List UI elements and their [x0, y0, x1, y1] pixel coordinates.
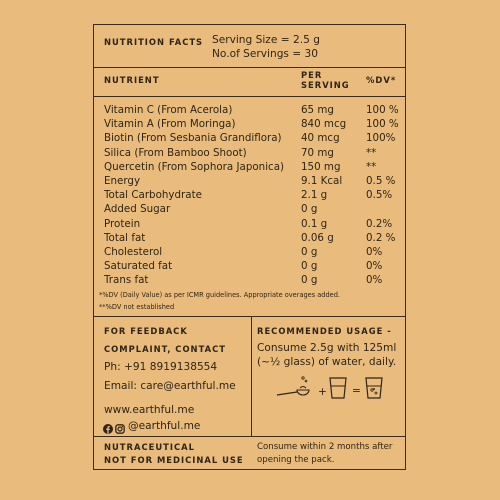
table-row — [94, 232, 405, 246]
nutrient-name: Protein — [104, 217, 141, 230]
dv-value: 0.5 % — [366, 175, 396, 187]
equals-sign: = — [352, 385, 361, 397]
usage-text-2: (~½ glass) of water, daily. — [257, 356, 397, 368]
usage-text-1: Consume 2.5g with 125ml — [257, 342, 397, 354]
instagram-icon[interactable] — [115, 421, 125, 437]
table-row — [94, 246, 405, 260]
per-serving-value: 2.1 g — [301, 189, 328, 202]
facebook-icon[interactable] — [103, 421, 113, 437]
per-serving-value: 0.06 g — [301, 231, 334, 244]
plus-sign: + — [318, 386, 327, 398]
nutrient-name: Biotin (From Sesbania Grandiflora) — [104, 132, 282, 145]
nutrient-name: Vitamin C (From Acerola) — [104, 104, 233, 116]
table-row — [94, 260, 405, 274]
nutrient-name: Silica (From Bamboo Shoot) — [104, 146, 247, 159]
nutrient-name: Energy — [104, 175, 141, 187]
per-serving-value: 840 mcg — [301, 118, 347, 131]
dv-value: 100 % — [366, 118, 399, 131]
col-dv: %DV* — [366, 75, 397, 85]
dv-value: 100% — [366, 132, 396, 145]
glass-icon — [328, 376, 348, 403]
not-medicinal-label: NOT FOR MEDICINAL USE — [104, 455, 244, 465]
serving-size: Serving Size = 2.5 g — [212, 34, 320, 46]
per-serving-value: 70 mg — [301, 146, 334, 159]
col-nutrient: NUTRIENT — [104, 75, 160, 85]
per-serving-value: 0 g — [301, 260, 318, 273]
dv-value: 0% — [366, 260, 383, 273]
nutrient-name: Total Carbohydrate — [104, 189, 202, 202]
table-row — [94, 274, 405, 288]
consume-within-1: Consume within 2 months after — [257, 442, 393, 452]
divider — [94, 316, 405, 317]
table-row — [94, 104, 405, 118]
nutrient-name: Added Sugar — [104, 203, 171, 216]
drink-icon — [364, 376, 384, 403]
per-serving-value: 9.1 Kcal — [301, 175, 343, 187]
table-row — [94, 147, 405, 161]
nutrient-name: Quercetin (From Sophora Japonica) — [104, 160, 285, 173]
footnote-dv: *%DV (Daily Value) as per ICMR guidelines. Appropriate overages added. — [99, 291, 341, 299]
dv-value: ** — [366, 160, 377, 173]
email-address[interactable]: Email: care@earthful.me — [104, 380, 236, 392]
per-serving-value: 0 g — [301, 246, 318, 258]
nutrient-name: Trans fat — [104, 274, 149, 287]
per-serving-value: 65 mg — [301, 104, 334, 116]
nutrition-panel — [93, 24, 406, 470]
per-serving-value: 40 mcg — [301, 132, 340, 145]
table-row — [94, 203, 405, 217]
scoop-icon — [275, 375, 315, 404]
complaint-heading: COMPLAINT, CONTACT — [104, 344, 226, 354]
table-row — [94, 118, 405, 132]
table-row — [94, 161, 405, 175]
divider — [94, 67, 405, 68]
table-row — [94, 175, 405, 189]
col-per-serving-1: PER — [301, 70, 323, 80]
nutrient-name: Vitamin A (From Moringa) — [104, 118, 236, 131]
nutrition-facts-title: NUTRITION FACTS — [104, 37, 204, 47]
per-serving-value: 0 g — [301, 203, 318, 216]
dv-value: 0.2% — [366, 217, 393, 230]
nutrient-name: Total fat — [104, 231, 146, 244]
feedback-heading: FOR FEEDBACK — [104, 326, 188, 336]
nutrient-name: Saturated fat — [104, 260, 173, 273]
table-row — [94, 189, 405, 203]
dv-value: 0.2 % — [366, 231, 396, 244]
dv-value: 100 % — [366, 104, 399, 116]
per-serving-value: 150 mg — [301, 160, 341, 173]
col-per-serving-2: SERVING — [301, 80, 350, 90]
dv-value: ** — [366, 146, 377, 159]
dv-value: 0% — [366, 246, 383, 258]
table-row — [94, 132, 405, 146]
nutraceutical-label: NUTRACEUTICAL — [104, 442, 195, 452]
servings-count: No.of Servings = 30 — [212, 48, 319, 60]
table-row — [94, 218, 405, 232]
usage-heading: RECOMMENDED USAGE - — [257, 326, 392, 336]
consume-within-2: opening the pack. — [257, 455, 335, 465]
divider — [94, 96, 405, 97]
per-serving-value: 0.1 g — [301, 217, 328, 230]
column-divider — [251, 316, 252, 436]
dv-value: 0.5% — [366, 189, 393, 202]
footnote-not-established: **%DV not established — [99, 303, 175, 311]
divider — [94, 436, 405, 437]
dv-value: 0% — [366, 274, 383, 287]
social-handle[interactable]: @earthful.me — [128, 420, 201, 432]
nutrient-name: Cholesterol — [104, 246, 163, 258]
phone-number: Ph: +91 8919138554 — [104, 361, 218, 373]
per-serving-value: 0 g — [301, 274, 318, 287]
website-link[interactable]: www.earthful.me — [104, 404, 195, 416]
